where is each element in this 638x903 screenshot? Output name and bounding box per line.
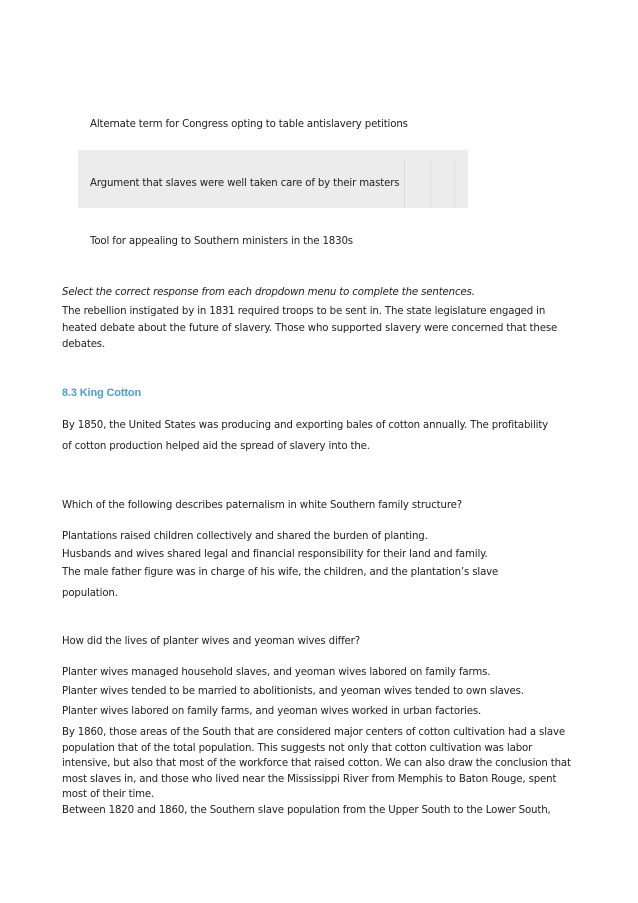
answer-option[interactable]: Planter wives managed household slaves, and yeoman wives labored on family farms. <box>62 667 491 678</box>
option-row-2[interactable] <box>78 150 468 208</box>
answer-option[interactable]: Planter wives tended to be married to abolitionists, and yeoman wives tended to own slaves. <box>62 686 524 697</box>
option-text: Alternate term for Congress opting to table antislavery petitions <box>90 119 408 130</box>
answer-option[interactable]: The male father figure was in charge of his wife, the children, and the plantation’s slave <box>62 567 499 578</box>
option-text: Argument that slaves were well taken care of by their masters <box>90 178 400 189</box>
section-heading: 8.3 King Cotton <box>62 387 142 399</box>
column-divider <box>454 160 455 208</box>
option-row-3[interactable] <box>78 208 468 266</box>
paragraph-1860: By 1860, those areas of the South that are considered major centers of cotton cultivation had a slave population that of the total population. This suggests not only that cotton cultivation was labor intensive, but also that most of the workforce that raised cotton. We can also draw the conclusion that most slaves in, and those who lived near the Mississippi River from Memphis to Baton Rouge, spent most of their time. <box>62 727 571 800</box>
cotton-text-line: of cotton production helped aid the spread of slavery into the. <box>62 441 370 452</box>
cotton-text-line: By 1850, the United States was producing and exporting bales of cotton annually. The profitability <box>62 420 549 431</box>
answer-option-continuation[interactable]: population. <box>62 588 118 599</box>
option-row-1[interactable] <box>78 96 468 154</box>
answer-option[interactable]: Husbands and wives shared legal and financial responsibility for their land and family. <box>62 549 488 560</box>
column-divider <box>430 160 431 208</box>
answer-option[interactable]: Planter wives labored on family farms, and yeoman wives worked in urban factories. <box>62 706 482 717</box>
rebellion-paragraph: The rebellion instigated by in 1831 required troops to be sent in. The state legislature engaged in heated debate about the future of slavery. Those who supported slavery were concerned that these debates. <box>62 306 558 350</box>
question-paternalism: Which of the following describes paternalism in white Southern family structure? <box>62 500 463 511</box>
answer-option[interactable]: Plantations raised children collectively and shared the burden of planting. <box>62 531 428 542</box>
question-wives: How did the lives of planter wives and yeoman wives differ? <box>62 636 360 647</box>
final-text-line: Between 1820 and 1860, the Southern slave population from the Upper South to the Lower South, <box>62 805 551 816</box>
column-divider <box>404 160 405 208</box>
option-text: Tool for appealing to Southern ministers in the 1830s <box>90 236 353 247</box>
instruction-text: Select the correct response from each dropdown menu to complete the sentences. <box>62 287 475 298</box>
